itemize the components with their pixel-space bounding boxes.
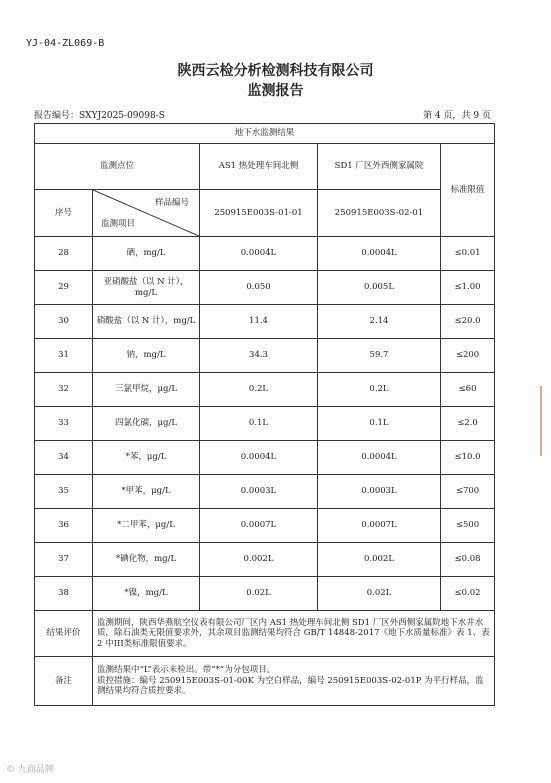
row-number: 36 [35, 509, 93, 543]
row-value-site-2: 0.1L [318, 407, 441, 441]
table-row [35, 237, 495, 271]
row-value-site-1: 0.0004L [200, 441, 318, 475]
site-label: 监测点位 [35, 144, 200, 190]
table-row [35, 373, 495, 407]
row-limit: ≤2.0 [441, 407, 495, 441]
conclusion-text: 监测期间，陕西华燕航空仪表有限公司厂区内 AS1 热处理车间北侧 SD1 厂区外西侧家属院地下水井水质，除石油类无限值要求外，其余项目监测结果均符合 GB/T 14848-2017《地下水质量标准》表 1、表 2 中III类标准限值要求。 [93, 611, 495, 657]
report-title: 监测报告 [247, 83, 304, 99]
row-item: *苯，μg/L [93, 441, 200, 475]
row-item: 硒，mg/L [93, 237, 200, 271]
table-row [35, 271, 495, 305]
row-item: 四氯化碳，μg/L [93, 407, 200, 441]
remark-text [93, 657, 495, 706]
row-value-site-1: 0.0004L [200, 237, 318, 271]
limit-header: 标准限值 [441, 144, 495, 237]
report-number: 报告编号：SXYJ2025-09098-S [34, 111, 165, 121]
document-code: YJ-04-ZL069-B [26, 38, 105, 49]
row-value-site-1: 0.1L [200, 407, 318, 441]
sample-item-header [93, 190, 200, 237]
row-value-site-2: 0.0004L [318, 441, 441, 475]
table-row [35, 475, 495, 509]
row-value-site-1: 0.02L [200, 577, 318, 611]
table-row [35, 407, 495, 441]
row-value-site-2: 2.14 [318, 305, 441, 339]
row-item: 钠，mg/L [93, 339, 200, 373]
site-2: SD1 厂区外西侧家属院 [318, 144, 441, 190]
row-value-site-1: 0.0003L [200, 475, 318, 509]
table-row [35, 339, 495, 373]
remark-line-2: 质控措施：编号 250915E003S-01-00K 为空白样品，编号 250915E003S-02-01P 为平行样品，监测结果均符合质控要求。 [97, 675, 484, 697]
row-number: 31 [35, 339, 93, 373]
row-limit: ≤200 [441, 339, 495, 373]
row-value-site-1: 11.4 [200, 305, 318, 339]
table-rows [35, 237, 495, 611]
row-value-site-2: 0.2L [318, 373, 441, 407]
table-row [35, 543, 495, 577]
row-value-site-2: 59.7 [318, 339, 441, 373]
row-item: *碘化物，mg/L [93, 543, 200, 577]
row-item: *二甲苯，μg/L [93, 509, 200, 543]
row-number: 29 [35, 271, 93, 305]
row-value-site-2: 0.005L [318, 271, 441, 305]
row-value-site-1: 0.050 [200, 271, 318, 305]
table-row [35, 305, 495, 339]
row-item: 三氯甲烷，μg/L [93, 373, 200, 407]
site-1: AS1 热处理车间北侧 [200, 144, 318, 190]
seal-stamp [540, 386, 551, 456]
table-row [35, 441, 495, 475]
row-number: 37 [35, 543, 93, 577]
row-limit: ≤20.0 [441, 305, 495, 339]
row-limit: ≤700 [441, 475, 495, 509]
row-number: 28 [35, 237, 93, 271]
table-row [35, 577, 495, 611]
row-value-site-2: 0.002L [318, 543, 441, 577]
remark-label: 备注 [35, 657, 93, 706]
row-value-site-2: 0.0004L [318, 237, 441, 271]
page-info: 第 4 页，共 9 页 [423, 111, 491, 121]
sample-label: 样品编号 [154, 198, 189, 208]
row-limit: ≤500 [441, 509, 495, 543]
conclusion-label: 结果评价 [35, 611, 93, 657]
remark-line-1: 监测结果中“L”表示未检出。带“*”为分包项目。 [97, 665, 276, 676]
row-value-site-1: 0.002L [200, 543, 318, 577]
row-number: 38 [35, 577, 93, 611]
row-number: 34 [35, 441, 93, 475]
row-number: 32 [35, 373, 93, 407]
watermark: © 九商品牌 [6, 765, 54, 775]
row-limit: ≤10.0 [441, 441, 495, 475]
item-label: 监测项目 [101, 219, 136, 230]
table-row [35, 509, 495, 543]
row-value-site-2: 0.0003L [318, 475, 441, 509]
company-name: 陕西云检分析检测科技有限公司 [177, 63, 374, 79]
row-item: 硝酸盐（以 N 计），mg/L [93, 305, 200, 339]
sample-1: 250915E003S-01-01 [200, 190, 318, 237]
seq-header: 序号 [35, 190, 93, 237]
row-item: *甲苯，μg/L [93, 475, 200, 509]
row-limit: ≤0.02 [441, 577, 495, 611]
results-table [34, 123, 495, 706]
row-number: 35 [35, 475, 93, 509]
row-number: 30 [35, 305, 93, 339]
row-item: 亚硝酸盐（以 N 计），mg/L [93, 271, 200, 305]
row-value-site-1: 0.0007L [200, 509, 318, 543]
row-value-site-2: 0.02L [318, 577, 441, 611]
row-item: *镍，mg/L [93, 577, 200, 611]
table-caption: 地下水监测结果 [35, 124, 495, 144]
row-number: 33 [35, 407, 93, 441]
sample-2: 250915E003S-02-01 [318, 190, 441, 237]
row-value-site-1: 0.2L [200, 373, 318, 407]
row-limit: ≤0.01 [441, 237, 495, 271]
row-value-site-2: 0.0007L [318, 509, 441, 543]
row-limit: ≤1.00 [441, 271, 495, 305]
row-limit: ≤0.08 [441, 543, 495, 577]
row-value-site-1: 34.3 [200, 339, 318, 373]
row-limit: ≤60 [441, 373, 495, 407]
